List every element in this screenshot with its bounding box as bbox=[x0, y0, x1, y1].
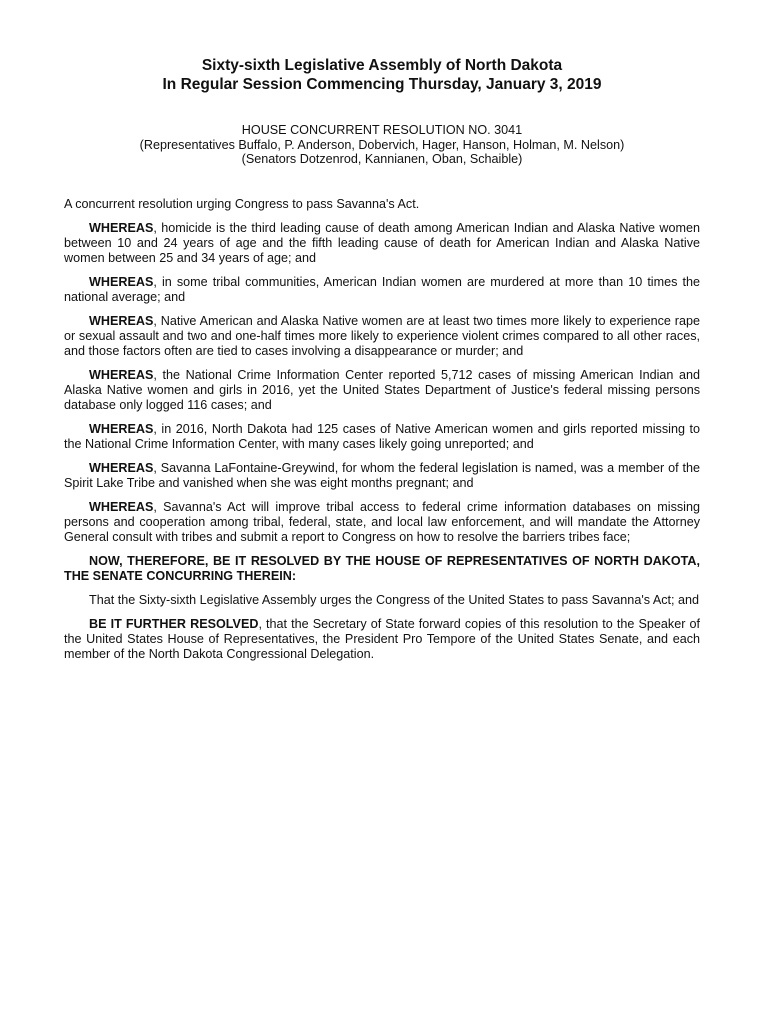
whereas-paragraph bbox=[64, 314, 700, 359]
whereas-lead: WHEREAS bbox=[89, 220, 154, 235]
whereas-lead: WHEREAS bbox=[89, 274, 154, 289]
whereas-paragraph bbox=[64, 275, 700, 305]
whereas-text: , in some tribal communities, American Indian women are murdered at more than 10 times the national average; and bbox=[64, 274, 700, 304]
further-resolved-paragraph bbox=[64, 617, 700, 662]
resolved-clause: NOW, THEREFORE, BE IT RESOLVED BY THE HOUSE OF REPRESENTATIVES OF NORTH DAKOTA, THE SENATE CONCURRING THEREIN: bbox=[64, 553, 700, 583]
document-title bbox=[64, 56, 700, 94]
whereas-text: , the National Crime Information Center reported 5,712 cases of missing American Indian and Alaska Native women and girls in 2016, yet the United States Department of Justice's federal missing persons database only logged 116 cases; and bbox=[64, 367, 700, 412]
whereas-lead: WHEREAS bbox=[89, 460, 154, 475]
resolution-number: HOUSE CONCURRENT RESOLUTION NO. 3041 bbox=[241, 123, 523, 137]
title-line-1: Sixty-sixth Legislative Assembly of North Dakota bbox=[201, 57, 563, 74]
title-line-2: In Regular Session Commencing Thursday, January 3, 2019 bbox=[162, 76, 602, 93]
further-resolved-text: , that the Secretary of State forward copies of this resolution to the Speaker of the United States House of Representatives, the President Pro Tempore of the United States Senate, and each member of the North Dakota Congressional Delegation. bbox=[64, 616, 700, 661]
whereas-text: , Native American and Alaska Native women are at least two times more likely to experience rape or sexual assault and two and one-half times more likely to experience violent crimes compared to all other races, and those factors often are tied to cases involving a disappearance or murder; and bbox=[64, 313, 700, 358]
whereas-lead: WHEREAS bbox=[89, 499, 154, 514]
sponsors-representatives: (Representatives Buffalo, P. Anderson, Dobervich, Hager, Hanson, Holman, M. Nelson) bbox=[139, 137, 625, 152]
further-resolved-lead: BE IT FURTHER RESOLVED bbox=[89, 616, 259, 631]
sponsors-senators: (Senators Dotzenrod, Kannianen, Oban, Schaible) bbox=[241, 152, 523, 166]
whereas-paragraph bbox=[64, 368, 700, 413]
whereas-lead: WHEREAS bbox=[89, 367, 154, 382]
whereas-text: , homicide is the third leading cause of death among American Indian and Alaska Native women between 10 and 24 years of age and the fifth leading cause of death for American Indian and Alaska Native women between 25 and 34 years of age; and bbox=[64, 220, 700, 265]
whereas-text: , in 2016, North Dakota had 125 cases of Native American women and girls reported missing to the National Crime Information Center, with many cases likely going unreported; and bbox=[64, 421, 700, 451]
whereas-lead: WHEREAS bbox=[89, 421, 154, 436]
resolution-intro: A concurrent resolution urging Congress to pass Savanna's Act. bbox=[64, 196, 420, 211]
whereas-text: , Savanna LaFontaine-Greywind, for whom the federal legislation is named, was a member of the Spirit Lake Tribe and vanished when she was eight months pregnant; and bbox=[64, 460, 700, 490]
resolution-header bbox=[64, 123, 700, 167]
resolution-text: That the Sixty-sixth Legislative Assembly urges the Congress of the United States to pass Savanna's Act; and bbox=[89, 592, 700, 607]
whereas-lead: WHEREAS bbox=[89, 313, 154, 328]
whereas-text: , Savanna's Act will improve tribal access to federal crime information databases on missing persons and cooperation among tribal, federal, state, and local law enforcement, and will mandate the Attorney General consult with tribes and submit a report to Congress on how to resolve the barriers tribes face; bbox=[64, 499, 700, 544]
whereas-paragraph bbox=[64, 500, 700, 545]
whereas-paragraph bbox=[64, 461, 700, 491]
whereas-paragraph bbox=[64, 221, 700, 266]
whereas-paragraph bbox=[64, 422, 700, 452]
